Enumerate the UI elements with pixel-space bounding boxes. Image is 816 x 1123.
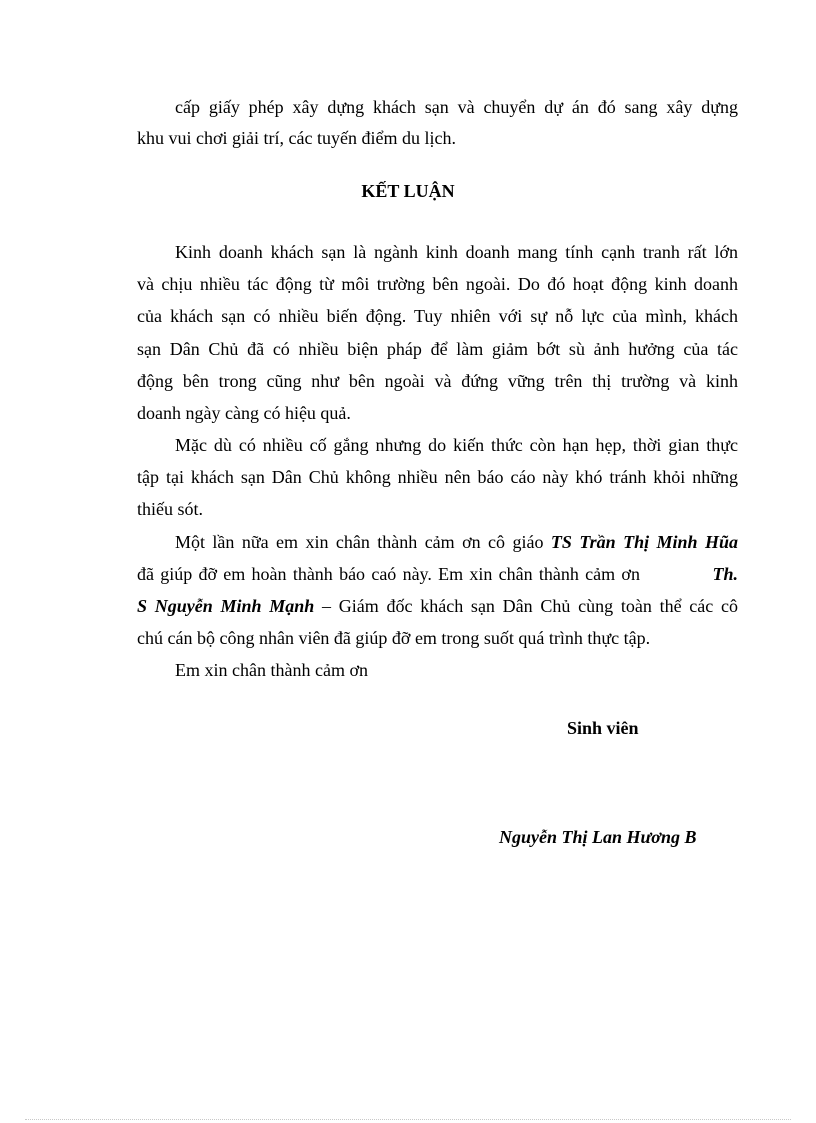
para2-line-1: Mặc dù có nhiều cố gắng nhưng do kiến thức còn hạn hẹp, thời gian thực — [175, 435, 738, 455]
signature-label: Sinh viên — [567, 718, 639, 738]
para1-line-1: Kinh doanh khách sạn là ngành kinh doanh mang tính cạnh tranh rất lớn — [175, 242, 738, 262]
para1-line-2: và chịu nhiều tác động từ môi trường bên ngoài. Do đó hoạt động kinh doanh — [137, 274, 738, 294]
para1-line-3: của khách sạn có nhiều biến động. Tuy nhiên với sự nỗ lực của mình, khách — [137, 306, 738, 326]
section-heading: KẾT LUẬN — [361, 181, 455, 201]
intro-line-2: khu vui chơi giải trí, các tuyến điểm du lịch. — [137, 128, 456, 148]
director-title-prefix: Th. — [712, 564, 738, 584]
para3-line-3-text: – Giám đốc khách sạn Dân Chủ cùng toàn thể các cô — [322, 596, 739, 616]
para1-line-6: doanh ngày càng có hiệu quả. — [137, 403, 351, 423]
intro-line-1: cấp giấy phép xây dựng khách sạn và chuyển dự án đó sang xây dựng — [175, 97, 738, 117]
closing-line: Em xin chân thành cảm ơn — [175, 660, 368, 680]
para1-line-5: động bên trong cũng như bên ngoài và đứng vững trên thị trường và kinh — [137, 371, 738, 391]
para3-line-1 — [175, 531, 738, 553]
page-bottom-rule — [25, 1119, 791, 1120]
para2-line-2: tập tại khách sạn Dân Chủ không nhiều nên báo cáo này khó tránh khỏi những — [137, 467, 738, 487]
para1-line-4: sạn Dân Chủ đã có nhiều biện pháp để làm giảm bớt sù ảnh hưởng của tác — [137, 339, 738, 359]
para3-line-4: chú cán bộ công nhân viên đã giúp đỡ em trong suốt quá trình thực tập. — [137, 628, 651, 648]
para3-line-3 — [137, 595, 738, 617]
para3-line-2 — [137, 563, 738, 585]
para3-line-1-text: Một lần nữa em xin chân thành cảm ơn cô giáo — [175, 532, 544, 552]
advisor-name: TS Trần Thị Minh Hũa — [550, 532, 738, 552]
para3-line-2-text: đã giúp đỡ em hoàn thành báo caó này. Em xin chân thành cảm ơn — [137, 564, 640, 584]
signature-name: Nguyễn Thị Lan Hương B — [499, 827, 697, 847]
para2-line-3: thiếu sót. — [137, 499, 203, 519]
director-name: S Nguyễn Minh Mạnh — [137, 596, 315, 616]
